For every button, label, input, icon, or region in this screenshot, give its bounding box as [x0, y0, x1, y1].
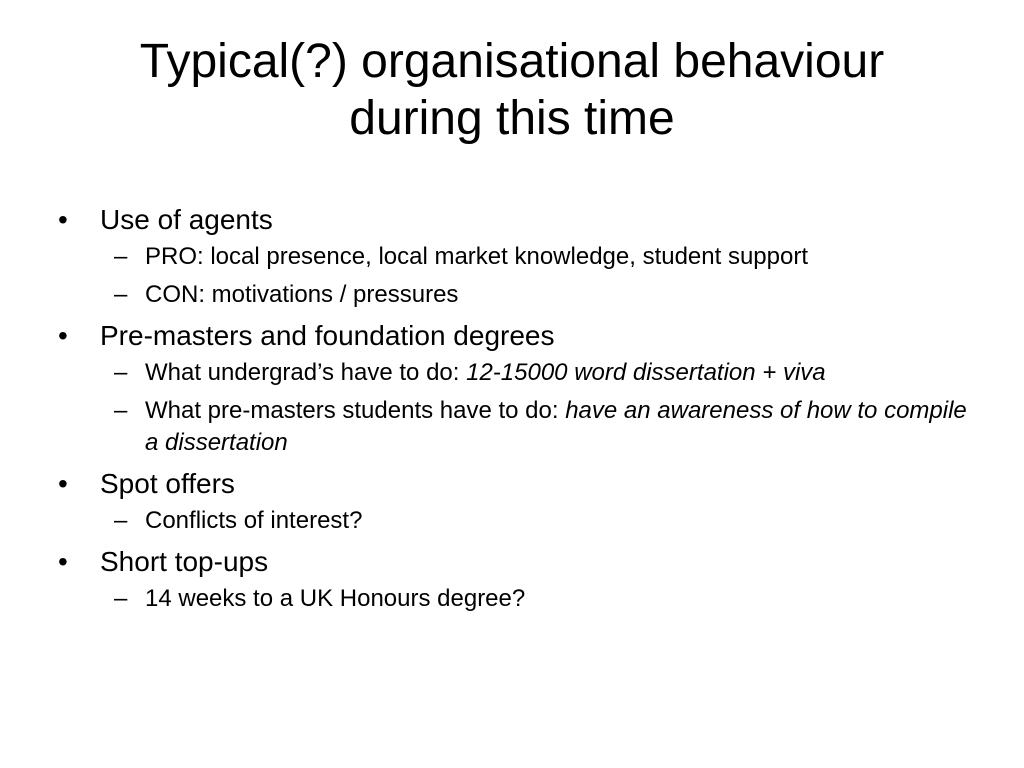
sub-bullet-text: CON: motivations / pressures [145, 281, 459, 308]
bullet-item [58, 203, 978, 311]
bullet-text: Use of agents [100, 204, 273, 235]
bullet-marker: • [58, 468, 68, 499]
bullet-item [58, 319, 978, 459]
sub-bullet-text: PRO: local presence, local market knowledge, student support [145, 243, 809, 270]
sub-bullet-list [100, 505, 978, 537]
sub-bullet-marker: – [114, 359, 128, 386]
sub-bullet-text: Conflicts of interest? [145, 507, 363, 534]
sub-bullet-marker: – [114, 585, 128, 612]
sub-bullet-marker: – [114, 507, 128, 534]
bullet-marker: • [58, 320, 68, 351]
sub-bullet-item [58, 241, 978, 273]
sub-bullet-item [58, 357, 978, 389]
slide-title-line-2: during this time [349, 92, 675, 145]
sub-bullet-list [100, 357, 978, 459]
sub-bullet-italic-text: have an awareness of how to compile a dissertation [145, 397, 967, 456]
sub-bullet-item [58, 505, 978, 537]
sub-bullet-text: What undergrad’s have to do: [145, 359, 467, 386]
slide-title-line-1: Typical(?) organisational behaviour [139, 35, 885, 88]
sub-bullet-text: 14 weeks to a UK Honours degree? [145, 585, 526, 612]
bullet-text: Pre-masters and foundation degrees [100, 320, 555, 351]
bullet-text: Short top-ups [100, 546, 269, 577]
sub-bullet-item [58, 583, 978, 615]
sub-bullet-text: What pre-masters students have to do: [145, 397, 566, 424]
bullet-marker: • [58, 204, 68, 235]
bullet-list [58, 203, 978, 615]
sub-bullet-marker: – [114, 397, 128, 424]
slide-title [40, 33, 984, 147]
sub-bullet-list [100, 241, 978, 311]
bullet-marker: • [58, 546, 68, 577]
bullet-text: Spot offers [100, 468, 235, 499]
sub-bullet-item [58, 279, 978, 311]
sub-bullet-list [100, 583, 978, 615]
sub-bullet-marker: – [114, 281, 128, 308]
sub-bullet-marker: – [114, 243, 128, 270]
sub-bullet-italic-text: 12-15000 word dissertation + viva [466, 359, 826, 386]
bullet-item [58, 467, 978, 537]
bullet-item [58, 545, 978, 615]
sub-bullet-item [58, 395, 978, 459]
